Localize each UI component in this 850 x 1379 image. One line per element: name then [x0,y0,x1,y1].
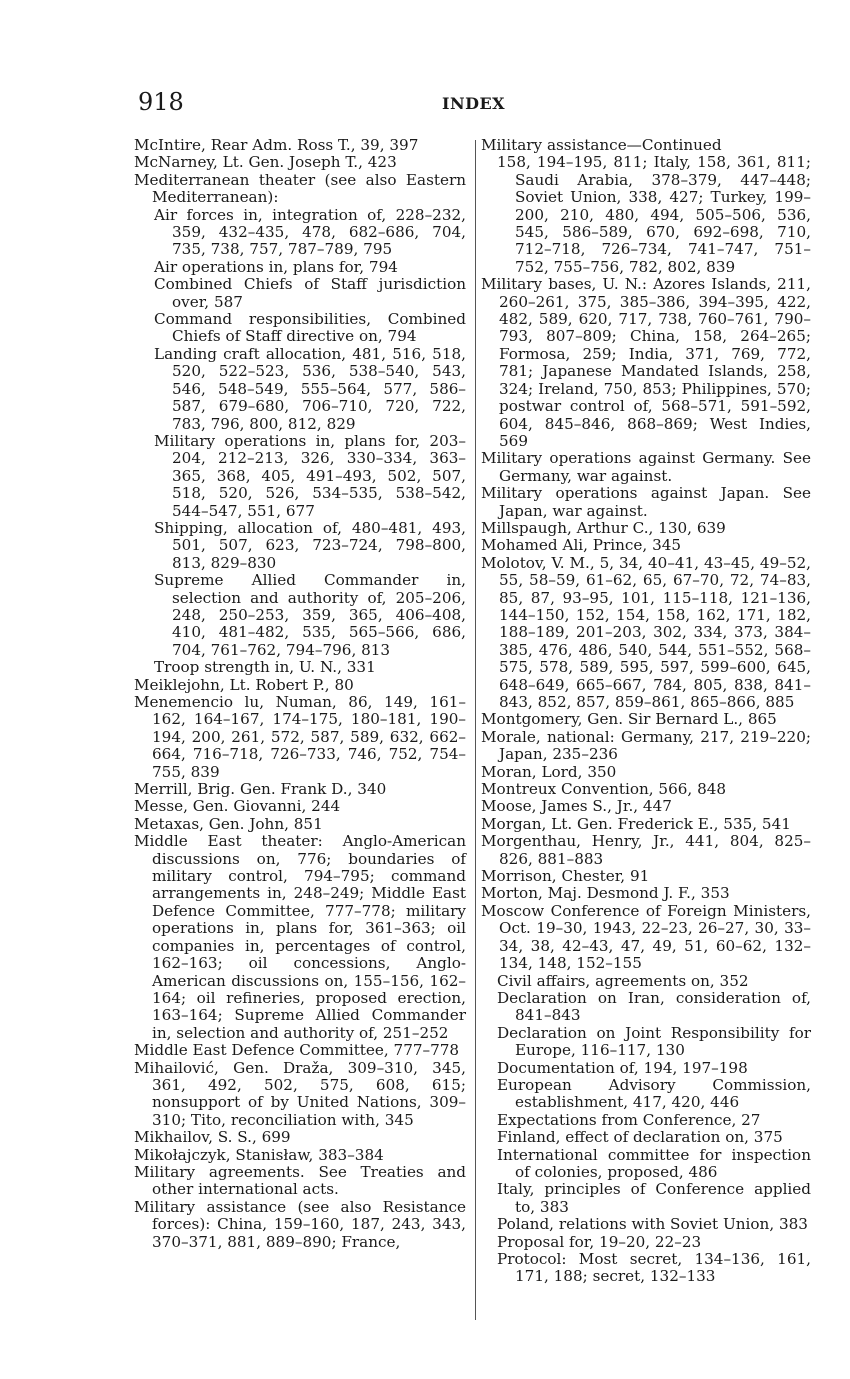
index-entry: Morale, national: Germany, 217, 219–220; Japan, 235–236 [481,727,811,764]
column-divider [475,140,476,1320]
index-subentry: International committee for inspection of colonies, proposed, 486 [497,1145,811,1181]
index-entry: Military assistance—Continued [481,136,722,154]
index-subentry: Command responsibilities, Combined Chiefs of Staff directive on, 794 [154,310,466,346]
index-subentry: Landing craft allocation, 481, 516, 518, 520, 522–523, 536, 538–540, 543, 546, 548–549, 555–564, 577, 586–587, 679–680, 706–710, 720, 722, 783, 796, 800, 812, 829 [154,344,466,433]
index-entry: Molotov, V. M., 5, 34, 40–41, 43–45, 49–52, 55, 58–59, 61–62, 65, 67–70, 72, 74–83, 85, 87, 93–95, 101, 115–118, 121–136, 144–150, 152, 154, 158, 162, 171, 182, 188–189, 201–203, 302, 334, 373, 384–385, 476, 486, 540, 544, 551–552, 568–575, 578, 589, 595, 597, 599–600, 645, 648–649, 665–667, 784, 805, 838, 841–843, 852, 857, 859–861, 865–866, 885 [481,553,811,711]
index-entry: Millspaugh, Arthur C., 130, 639 [481,518,726,537]
index-subentry: Declaration on Iran, consideration of, 841–843 [497,988,811,1025]
index-entry: Moscow Conference of Foreign Ministers, Oct. 19–30, 1943, 22–23, 26–27, 30, 33–34, 38, 42–43, 47, 49, 51, 60–62, 132–134, 148, 152–155 [481,901,811,973]
index-subentry: Military operations in, plans for, 203–204, 212–213, 326, 330–334, 363–365, 368, 405, 491–493, 502, 507, 518, 520, 526, 534–535, 538–542, 544–547, 551, 677 [154,431,466,520]
page-number: 918 [138,88,184,116]
index-entry: Mediterranean theater (see also Eastern Mediterranean): [134,170,466,207]
index-subentry: Documentation of, 194, 197–198 [497,1058,748,1077]
index-entry: Morgan, Lt. Gen. Frederick E., 535, 541 [481,814,791,833]
index-entry: Mikołajczyk, Stanisław, 383–384 [134,1145,384,1164]
index-entry: Montgomery, Gen. Sir Bernard L., 865 [481,710,777,729]
index-subentry: Civil affairs, agreements on, 352 [497,971,749,990]
index-subentry: Italy, principles of Conference applied to, 383 [497,1180,811,1216]
index-column-right [481,137,811,1286]
index-entry: Military bases, U. N.: Azores Islands, 211, 260–261, 375, 385–386, 394–395, 422, 482, 589, 620, 717, 738, 760–761, 790–793, 807–809; China, 158, 264–265; Formosa, 259; India, 371, 769, 772, 781; Japanese Mandated Islands, 258, 324; Ireland, 750, 853; Philippines, 570; postwar control of, 568–571, 591–592, 604, 845–846, 868–869; West Indies, 569 [481,275,811,450]
index-subentry: Protocol: Most secret, 134–136, 161, 171, 188; secret, 132–133 [497,1250,811,1286]
index-entry: Morrison, Chester, 91 [481,867,650,886]
index-entry: Mohamed Ali, Prince, 345 [481,536,682,555]
index-entry: Merrill, Brig. Gen. Frank D., 340 [134,780,387,799]
index-entry: Metaxas, Gen. John, 851 [134,814,323,833]
index-subentry: Finland, effect of declaration on, 375 [497,1128,783,1147]
index-subentry: Proposal for, 19–20, 22–23 [497,1232,702,1251]
index-subentry: Declaration on Joint Responsibility for Europe, 116–117, 130 [497,1023,811,1060]
index-subentry: Combined Chiefs of Staff jurisdiction over, 587 [154,275,466,311]
index-entry: Middle East Defence Committee, 777–778 [134,1041,460,1060]
index-subentry: Troop strength in, U. N., 331 [154,658,376,677]
index-entry: Moose, James S., Jr., 447 [481,797,672,816]
index-subentry: Shipping, allocation of, 480–481, 493, 501, 507, 623, 723–724, 798–800, 813, 829–830 [154,518,466,572]
index-entry: Military operations against Japan. See Japan, war against. [481,484,811,520]
index-entry: Military assistance (see also Resistance forces): China, 159–160, 187, 243, 343, 370–371, 881, 889–890; France, [134,1197,466,1251]
index-entry: Military agreements. See Treaties and other international acts. [134,1162,466,1199]
index-entry: Military operations against Germany. See Germany, war against. [481,449,811,485]
index-entry: McIntire, Rear Adm. Ross T., 39, 397 [134,136,419,154]
index-column-left [134,137,466,1251]
index-subentry: Air forces in, integration of, 228–232, 359, 432–435, 478, 682–686, 704, 735, 738, 757, 787–789, 795 [154,205,466,259]
running-header: INDEX [442,94,506,113]
index-entry: Meiklejohn, Lt. Robert P., 80 [134,675,354,694]
index-subentry: Supreme Allied Commander in, selection and authority of, 205–206, 248, 250–253, 359, 365, 406–408, 410, 481–482, 535, 565–566, 686, 704, 761–762, 794–796, 813 [154,571,466,659]
index-entry: Middle East theater: Anglo-American discussions on, 776; boundaries of military control, 794–795; command arrangements in, 248–249; Middle East Defence Committee, 777–778; military operations in, plans for, 361–363; oil companies in, percentages of control, 162–163; oil concessions, Anglo-American discussions on, 155–156, 162–164; oil refineries, proposed erection, 163–164; Supreme Allied Commander in, selection and authority of, 251–252 [134,832,466,1042]
index-subentry: Poland, relations with Soviet Union, 383 [497,1215,808,1234]
index-entry: Montreux Convention, 566, 848 [481,780,727,799]
index-subentry: 158, 194–195, 811; Italy, 158, 361, 811; Saudi Arabia, 378–379, 447–448; Soviet Union, 338, 427; Turkey, 199–200, 210, 480, 494, 505–506, 536, 545, 586–589, 670, 692–698, 710, 712–718, 726–734, 741–747, 751–752, 755–756, 782, 802, 839 [497,153,811,276]
index-entry: Morton, Maj. Desmond J. F., 353 [481,884,730,903]
index-entry: Messe, Gen. Giovanni, 244 [134,797,341,816]
index-entry: Mikhailov, S. S., 699 [134,1128,291,1147]
index-subentry: Air operations in, plans for, 794 [154,257,398,276]
index-entry: Moran, Lord, 350 [481,762,617,781]
index-entry: Morgenthau, Henry, Jr., 441, 804, 825–826, 881–883 [481,832,811,868]
index-entry: Menemencio lu, Numan, 86, 149, 161–162, 164–167, 174–175, 180–181, 190–194, 200, 261, 572, 587, 589, 632, 662–664, 716–718, 726–733, 746, 752, 754–755, 839 [134,693,466,781]
index-subentry: European Advisory Commission, establishment, 417, 420, 446 [497,1075,811,1112]
index-entry: Mihailović, Gen. Draža, 309–310, 345, 361, 492, 502, 575, 608, 615; nonsupport of by United Nations, 309–310; Tito, reconciliation with, 345 [134,1058,466,1129]
index-subentry: Expectations from Conference, 27 [497,1110,761,1129]
index-entry: McNarney, Lt. Gen. Joseph T., 423 [134,153,397,172]
